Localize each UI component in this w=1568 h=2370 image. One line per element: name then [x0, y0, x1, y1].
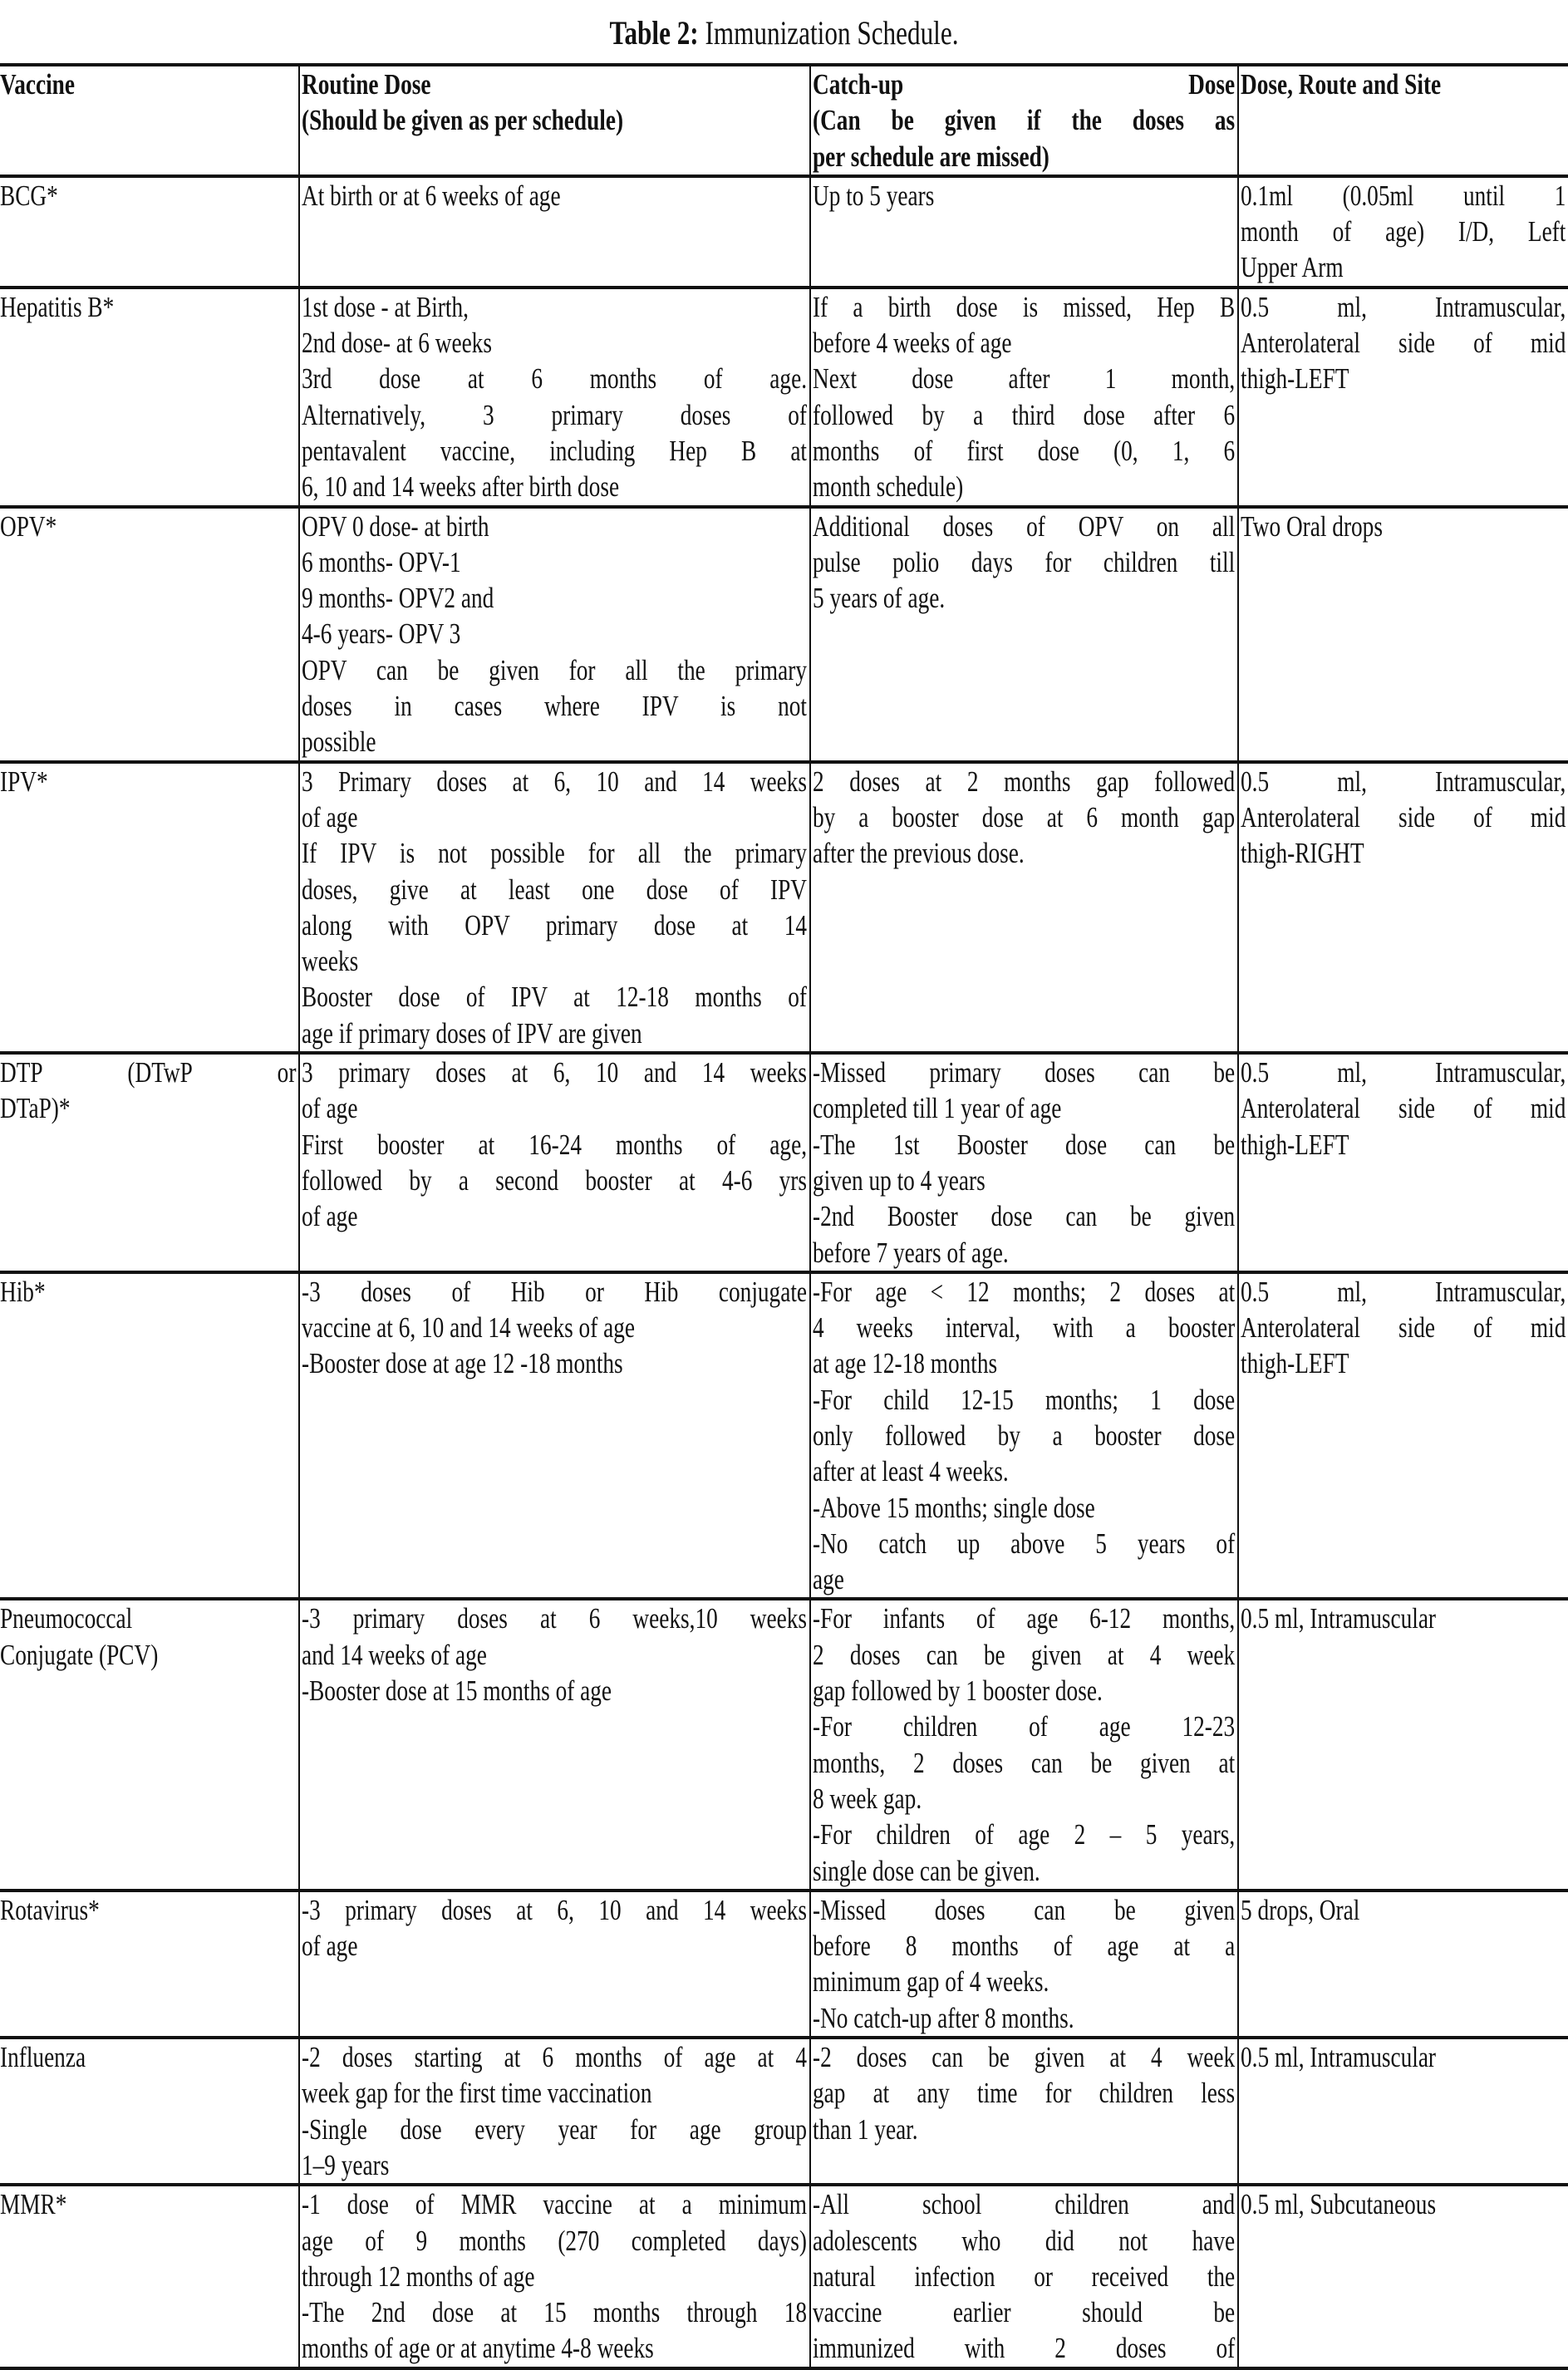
cell-text	[813, 289, 1235, 505]
cell-line: Anterolateral side of mid	[1241, 1092, 1566, 1125]
cell-line: Upper Arm	[1241, 251, 1344, 284]
cell-text	[0, 289, 296, 325]
cell-catchup-dose	[810, 1053, 1238, 1272]
header-dose-route-site	[1238, 65, 1568, 176]
cell-vaccine	[0, 507, 299, 762]
cell-line: 6 months- OPV-1	[302, 545, 461, 578]
cell-line: -Booster dose at age 12 -18 months	[302, 1347, 623, 1380]
cell-line: vaccine at 6, 10 and 14 weeks of age	[302, 1311, 636, 1345]
cell-routine-dose	[299, 2185, 810, 2368]
table-row	[0, 1053, 1568, 1272]
cell-text	[0, 1274, 296, 1310]
header-routine-dose	[299, 65, 810, 176]
cell-catchup-dose	[810, 2038, 1238, 2185]
cell-line: doses in cases where IPV is not	[302, 690, 808, 723]
table-row	[0, 288, 1568, 507]
cell-line: per schedule are missed)	[813, 140, 1049, 173]
cell-vaccine	[0, 176, 299, 288]
cell-line: Hib*	[0, 1275, 46, 1308]
cell-line: Anterolateral side of mid	[1241, 800, 1566, 833]
cell-line: Next dose after 1 month,	[813, 362, 1236, 396]
cell-line: If a birth dose is missed, Hep B	[813, 290, 1236, 323]
cell-line: Alternatively, 3 primary doses of	[302, 398, 808, 431]
cell-routine-dose	[299, 1053, 810, 1272]
cell-line: thigh-LEFT	[1241, 1347, 1349, 1380]
cell-line: At birth or at 6 weeks of age	[302, 179, 561, 212]
cell-text	[813, 764, 1235, 872]
cell-dose-route-site	[1238, 1053, 1568, 1272]
table-title	[173, 12, 1396, 55]
cell-catchup-dose	[810, 176, 1238, 288]
cell-vaccine	[0, 762, 299, 1053]
cell-text	[1241, 1274, 1566, 1382]
cell-line: doses, give at least one dose of IPV	[302, 873, 808, 906]
cell-dose-route-site	[1238, 1891, 1568, 2038]
table-title-label: Table 2:	[609, 14, 699, 52]
cell-line: by a booster dose at 6 month gap	[813, 800, 1236, 833]
cell-line: -2 doses starting at 6 months of age at 4	[302, 2041, 808, 2074]
cell-line: Hepatitis B*	[0, 290, 115, 323]
cell-text	[1241, 2186, 1566, 2222]
cell-line: (Can be given if the doses as	[813, 104, 1236, 137]
cell-line: 9 months- OPV2 and	[302, 582, 494, 615]
cell-line: Rotavirus*	[0, 1893, 100, 1926]
cell-line: Dose, Route and Site	[1241, 68, 1442, 101]
cell-line: adolescents who did not have	[813, 2224, 1236, 2257]
cell-line: than 1 year.	[813, 2112, 918, 2146]
cell-dose-route-site	[1238, 1272, 1568, 1600]
cell-catchup-dose	[810, 1599, 1238, 1890]
table-row	[0, 1891, 1568, 2038]
cell-line: -All school children and	[813, 2188, 1236, 2221]
cell-dose-route-site	[1238, 2038, 1568, 2185]
cell-line: MMR*	[0, 2188, 67, 2221]
cell-line: -No catch-up after 8 months.	[813, 2001, 1074, 2034]
cell-text	[1241, 1055, 1566, 1163]
cell-text	[1241, 2039, 1566, 2075]
cell-routine-dose	[299, 288, 810, 507]
cell-vaccine	[0, 288, 299, 507]
cell-line: 3rd dose at 6 months of age.	[302, 362, 808, 396]
cell-line: given up to 4 years	[813, 1163, 986, 1197]
cell-line: 0.1ml (0.05ml until 1	[1241, 179, 1566, 212]
cell-text	[302, 178, 807, 214]
cell-text	[0, 178, 296, 214]
cell-line: 2nd dose- at 6 weeks	[302, 327, 492, 360]
table-row	[0, 2185, 1568, 2368]
table-row	[0, 2038, 1568, 2185]
cell-line: followed by a third dose after 6	[813, 398, 1236, 431]
cell-text	[813, 1600, 1235, 1888]
cell-line: before 8 months of age at a	[813, 1930, 1236, 1963]
table-row	[0, 176, 1568, 288]
cell-line: thigh-RIGHT	[1241, 837, 1364, 870]
cell-line: IPV*	[0, 765, 48, 798]
cell-line: month schedule)	[813, 470, 964, 504]
cell-line: If IPV is not possible for all the primary	[302, 837, 808, 870]
cell-routine-dose	[299, 507, 810, 762]
cell-text	[0, 509, 296, 544]
cell-line: 1st dose - at Birth,	[302, 290, 469, 323]
cell-line: gap followed by 1 booster dose.	[813, 1674, 1103, 1708]
cell-line: 2 doses can be given at 4 week	[813, 1638, 1236, 1671]
cell-line: -Missed primary doses can be	[813, 1056, 1236, 1089]
cell-text	[302, 2039, 807, 2183]
cell-text	[0, 2039, 296, 2075]
cell-line: -1 dose of MMR vaccine at a minimum	[302, 2188, 808, 2221]
cell-text	[1241, 178, 1566, 286]
cell-text	[302, 1892, 807, 1964]
cell-routine-dose	[299, 762, 810, 1053]
cell-line: 8 week gap.	[813, 1782, 922, 1815]
cell-line: age of 9 months (270 completed days)	[302, 2224, 808, 2257]
cell-line: of age	[302, 800, 358, 833]
cell-line: Influenza	[0, 2041, 86, 2074]
cell-text	[813, 509, 1235, 617]
cell-line: -Booster dose at 15 months of age	[302, 1674, 612, 1708]
cell-line: after at least 4 weeks.	[813, 1455, 1009, 1488]
cell-line: Conjugate (PCV)	[0, 1638, 159, 1671]
cell-text	[302, 509, 807, 760]
cell-line: Anterolateral side of mid	[1241, 1311, 1566, 1345]
cell-line: -3 doses of Hib or Hib conjugate	[302, 1275, 808, 1308]
cell-text	[813, 178, 1235, 214]
cell-vaccine	[0, 1053, 299, 1272]
cell-line: -For age < 12 months; 2 doses at	[813, 1275, 1236, 1308]
cell-line: -2 doses can be given at 4 week	[813, 2041, 1236, 2074]
cell-line: 0.5 ml, Intramuscular,	[1241, 290, 1566, 323]
cell-routine-dose	[299, 1599, 810, 1890]
cell-text	[302, 1055, 807, 1234]
cell-line: of age	[302, 1200, 358, 1233]
cell-catchup-dose	[810, 288, 1238, 507]
cell-line: 0.5 ml, Intramuscular,	[1241, 765, 1566, 798]
cell-line: Catch-up Dose	[813, 68, 1236, 101]
cell-line: before 4 weeks of age	[813, 327, 1012, 360]
table-row	[0, 1599, 1568, 1890]
cell-line: followed by a second booster at 4-6 yrs	[302, 1163, 808, 1197]
cell-line: 6, 10 and 14 weeks after birth dose	[302, 470, 620, 504]
header-vaccine	[0, 65, 299, 176]
cell-line: BCG*	[0, 179, 58, 212]
cell-catchup-dose	[810, 1272, 1238, 1600]
cell-line: 2 doses at 2 months gap followed	[813, 765, 1236, 798]
cell-line: -No catch up above 5 years of	[813, 1527, 1236, 1560]
cell-dose-route-site	[1238, 507, 1568, 762]
cell-line: -Single dose every year for age group	[302, 2112, 808, 2146]
cell-line: -2nd Booster dose can be given	[813, 1200, 1236, 1233]
table-header-row	[0, 65, 1568, 176]
cell-line: week gap for the first time vaccination	[302, 2077, 652, 2110]
cell-routine-dose	[299, 2038, 810, 2185]
cell-dose-route-site	[1238, 762, 1568, 1053]
cell-line: 3 primary doses at 6, 10 and 14 weeks	[302, 1056, 808, 1089]
cell-line: through 12 months of age	[302, 2259, 535, 2293]
header-catchup-dose	[810, 65, 1238, 176]
cell-text	[302, 289, 807, 505]
cell-line: 5 drops, Oral	[1241, 1893, 1360, 1926]
cell-catchup-dose	[810, 2185, 1238, 2368]
cell-dose-route-site	[1238, 288, 1568, 507]
cell-line: OPV*	[0, 509, 57, 543]
cell-line: before 7 years of age.	[813, 1236, 1009, 1269]
cell-line: natural infection or received the	[813, 2259, 1236, 2293]
cell-dose-route-site	[1238, 1599, 1568, 1890]
cell-text	[0, 1600, 296, 1673]
cell-line: along with OPV primary dose at 14	[302, 908, 808, 942]
cell-vaccine	[0, 1272, 299, 1600]
cell-line: -For children of age 2 – 5 years,	[813, 1818, 1236, 1851]
cell-text	[813, 2186, 1235, 2366]
cell-line: -The 1st Booster dose can be	[813, 1128, 1236, 1161]
cell-line: -3 primary doses at 6, 10 and 14 weeks	[302, 1893, 808, 1926]
cell-catchup-dose	[810, 507, 1238, 762]
cell-line: Up to 5 years	[813, 179, 935, 212]
cell-vaccine	[0, 2185, 299, 2368]
cell-text	[813, 2039, 1235, 2147]
cell-catchup-dose	[810, 762, 1238, 1053]
cell-line: 0.5 ml, Subcutaneous	[1241, 2188, 1437, 2221]
cell-dose-route-site	[1238, 176, 1568, 288]
cell-line: 5 years of age.	[813, 582, 946, 615]
cell-line: -Missed doses can be given	[813, 1893, 1236, 1926]
cell-line: -3 primary doses at 6 weeks,10 weeks	[302, 1602, 808, 1635]
cell-vaccine	[0, 1599, 299, 1890]
cell-text	[813, 1892, 1235, 2036]
table-title-text: Immunization Schedule.	[698, 14, 959, 52]
cell-routine-dose	[299, 1272, 810, 1600]
table-row	[0, 507, 1568, 762]
cell-line: 0.5 ml, Intramuscular,	[1241, 1056, 1566, 1089]
cell-vaccine	[0, 1891, 299, 2038]
cell-line: only followed by a booster dose	[813, 1419, 1236, 1452]
cell-line: Two Oral drops	[1241, 509, 1383, 543]
cell-line: possible	[302, 725, 376, 759]
cell-line: Vaccine	[0, 68, 75, 101]
cell-line: gap at any time for children less	[813, 2077, 1236, 2110]
cell-line: DTaP)*	[0, 1092, 71, 1125]
cell-line: OPV 0 dose- at birth	[302, 509, 489, 543]
cell-line: 0.5 ml, Intramuscular	[1241, 1602, 1437, 1635]
cell-line: 4 weeks interval, with a booster	[813, 1311, 1236, 1345]
cell-routine-dose	[299, 176, 810, 288]
table-row	[0, 762, 1568, 1053]
cell-catchup-dose	[810, 1891, 1238, 2038]
cell-text	[0, 764, 296, 799]
cell-line: weeks	[302, 945, 359, 978]
cell-line: age if primary doses of IPV are given	[302, 1016, 642, 1050]
cell-line: age	[813, 1563, 844, 1596]
cell-line: Booster dose of IPV at 12-18 months of	[302, 981, 808, 1014]
cell-line: -For children of age 12-23	[813, 1710, 1236, 1743]
cell-line: after the previous dose.	[813, 837, 1025, 870]
cell-line: vaccine earlier should be	[813, 2296, 1236, 2329]
cell-dose-route-site	[1238, 2185, 1568, 2368]
cell-line: of age	[302, 1930, 358, 1963]
cell-line: month of age) I/D, Left	[1241, 215, 1566, 248]
cell-vaccine	[0, 2038, 299, 2185]
cell-text	[813, 1274, 1235, 1598]
cell-line: months, 2 doses can be given at	[813, 1746, 1236, 1779]
cell-line: 4-6 years- OPV 3	[302, 617, 461, 651]
table-row	[0, 1272, 1568, 1600]
cell-line: 1–9 years	[302, 2148, 390, 2181]
cell-line: months of first dose (0, 1, 6	[813, 434, 1236, 467]
cell-line: pulse polio days for children till	[813, 545, 1236, 578]
cell-text	[302, 2186, 807, 2366]
cell-line: Pneumococcal	[0, 1602, 133, 1635]
cell-text	[813, 1055, 1235, 1271]
immunization-schedule-table	[0, 63, 1568, 2370]
cell-text	[0, 1055, 296, 1127]
cell-text	[0, 2186, 296, 2222]
cell-line: -Above 15 months; single dose	[813, 1491, 1095, 1524]
cell-line: Additional doses of OPV on all	[813, 509, 1236, 543]
cell-line: single dose can be given.	[813, 1854, 1040, 1887]
cell-line: DTP (DTwP or	[0, 1056, 297, 1089]
cell-text	[1241, 509, 1566, 544]
cell-line: at age 12-18 months	[813, 1347, 998, 1380]
cell-text	[302, 1600, 807, 1709]
cell-text	[1241, 1600, 1566, 1636]
cell-line: First booster at 16-24 months of age,	[302, 1128, 808, 1161]
cell-line: 3 Primary doses at 6, 10 and 14 weeks	[302, 765, 808, 798]
cell-line: OPV can be given for all the primary	[302, 653, 808, 686]
cell-text	[1241, 289, 1566, 397]
cell-line: -For infants of age 6-12 months,	[813, 1602, 1236, 1635]
cell-text	[1241, 1892, 1566, 1928]
cell-text	[1241, 764, 1566, 872]
cell-line: immunized with 2 doses of	[813, 2332, 1236, 2365]
cell-line: Anterolateral side of mid	[1241, 327, 1566, 360]
cell-line: and 14 weeks of age	[302, 1638, 487, 1671]
cell-line: -The 2nd dose at 15 months through 18	[302, 2296, 808, 2329]
cell-text	[302, 1274, 807, 1382]
cell-line: minimum gap of 4 weeks.	[813, 1965, 1049, 1999]
cell-line: (Should be given as per schedule)	[302, 104, 624, 137]
cell-routine-dose	[299, 1891, 810, 2038]
cell-line: thigh-LEFT	[1241, 362, 1349, 396]
cell-line: months of age or at anytime 4-8 weeks	[302, 2332, 654, 2365]
cell-line: 0.5 ml, Intramuscular	[1241, 2041, 1437, 2074]
cell-line: completed till 1 year of age	[813, 1092, 1062, 1125]
cell-line: thigh-LEFT	[1241, 1128, 1349, 1161]
cell-text	[302, 764, 807, 1051]
cell-line: pentavalent vaccine, including Hep B at	[302, 434, 808, 467]
cell-line: Routine Dose	[302, 68, 431, 101]
cell-line: 0.5 ml, Intramuscular,	[1241, 1275, 1566, 1308]
cell-text	[0, 1892, 296, 1928]
cell-line: -For child 12-15 months; 1 dose	[813, 1383, 1236, 1416]
cell-line: of age	[302, 1092, 358, 1125]
